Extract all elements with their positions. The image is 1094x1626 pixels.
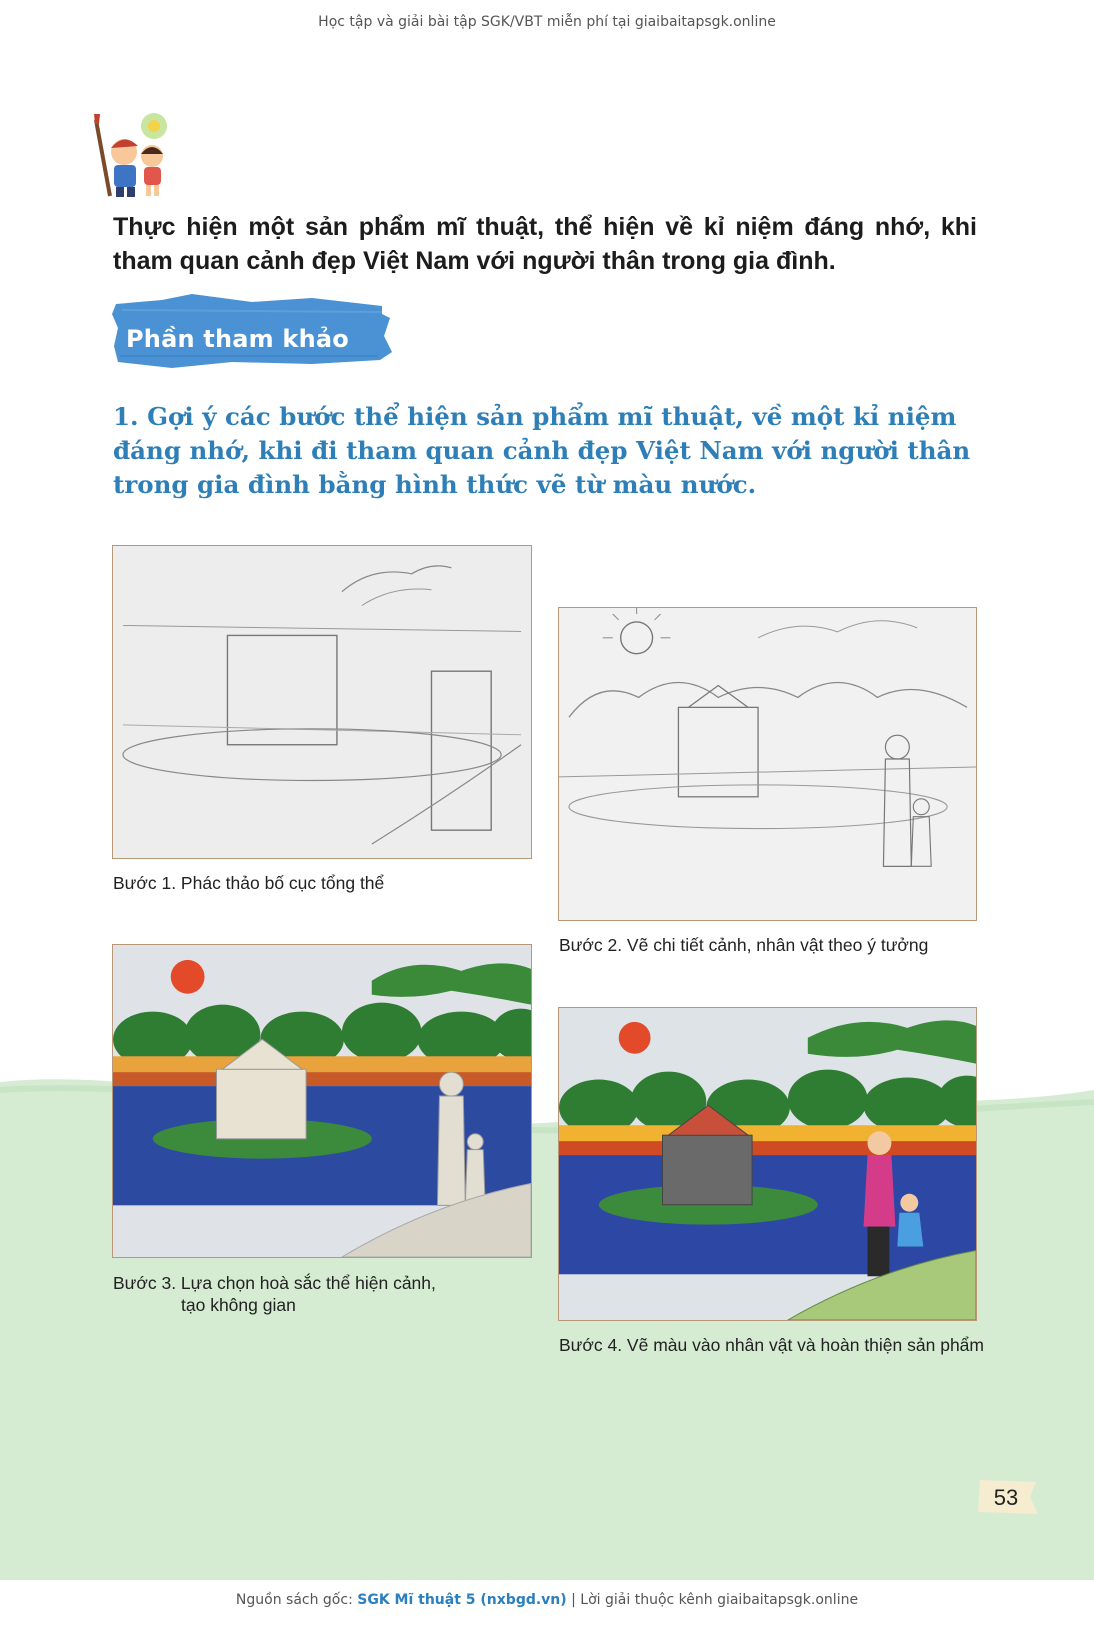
step2-image <box>558 607 977 921</box>
footer-source-link[interactable]: SGK Mĩ thuật 5 (nxbgd.vn) <box>357 1592 567 1608</box>
step3-caption-line2: tạo không gian <box>181 1295 296 1315</box>
task-instruction: Thực hiện một sản phẩm mĩ thuật, thể hiện về kỉ niệm đáng nhớ, khi tham quan cảnh đẹp Việt Nam với người thân trong gia đình. <box>113 213 977 275</box>
section-tag-label: Phần tham khảo <box>126 325 349 353</box>
mascot-illustration <box>86 110 178 200</box>
step3-image <box>112 944 532 1258</box>
subheading: 1. Gợi ý các bước thể hiện sản phẩm mĩ thuật, về một kỉ niệm đáng nhớ, khi đi tham quan cảnh đẹp Việt Nam với người thân trong gia đình bằng hình thức vẽ từ màu nước. <box>113 402 971 499</box>
step1-caption: Bước 1. Phác thảo bố cục tổng thể <box>113 873 385 893</box>
page-number: 53 <box>993 1485 1019 1510</box>
step4-caption: Bước 4. Vẽ màu vào nhân vật và hoàn thiện sản phẩm <box>559 1335 984 1355</box>
step3-caption-line1: Bước 3. Lựa chọn hoà sắc thể hiện cảnh, <box>113 1273 436 1293</box>
step4-image <box>558 1007 977 1321</box>
top-banner: Học tập và giải bài tập SGK/VBT miễn phí tại giaibaitapsgk.online <box>318 14 776 30</box>
step2-caption: Bước 2. Vẽ chi tiết cảnh, nhân vật theo ý tưởng <box>559 935 929 955</box>
footer-prefix: Nguồn sách gốc: <box>235 1592 358 1608</box>
footer <box>0 1580 1094 1626</box>
step1-image <box>112 545 532 859</box>
footer-suffix: | Lời giải thuộc kênh giaibaitapsgk.online <box>566 1592 859 1608</box>
